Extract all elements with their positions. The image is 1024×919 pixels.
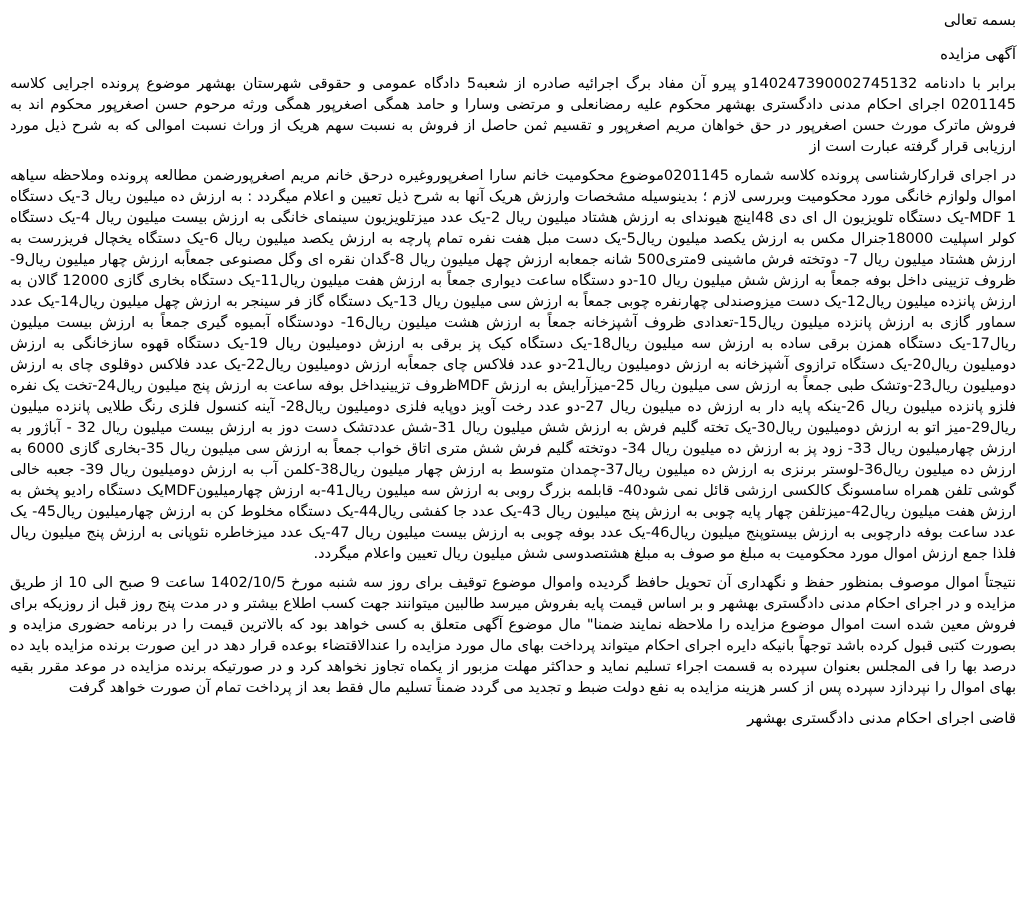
paragraph-judgment: برابر با دادنامه 140247390002745132و پیرو آن مفاد برگ اجرائیه صادره از شعبه5 دادگاه عمومی و حقوقی شهرستان بهشهر موضوع پرونده اجرایی کلاسه 0201145 اجرای احکام مدنی دادگستری بهشهر محکوم علیه رمضانعلی و مرتضی وسارا و حامد همگی اصغرپور همگی ورثه مرحوم حسن اصغرپور محکوم اند به فروش ماترک مورث حسن اصغرپور در حق خواهان مریم اصغرپور و تقسیم ثمن حاصل از فروش به نسبت سهم هریک از وراث نسبت اموالی که به شرح ذیل مورد ارزیابی قرار گرفته عبارت است از	[10, 75, 1016, 155]
notice-title: آگهی مزایده	[940, 45, 1016, 63]
signature-line: قاضی اجرای احکام مدنی دادگستری بهشهر	[747, 709, 1016, 727]
paragraph-auction-terms: نتیجتاً اموال موصوف بمنظور حفظ و نگهداری آن تحویل حافظ گردیده واموال موضوع توقیف برای روز سه شنبه مورخ 1402/10/5 ساعت 9 صبح الی 10 از طریق مزایده و در اجرای احکام مدنی دادگستری بهشهر و بر اساس قیمت پایه بفروش میرسد طالبین میتوانند جهت کسب اطلاع بیشتر و در مدت پنج روز قبل از روزیکه برای فروش معین شده است اموال موضوع مزایده را ملاحظه نمایند ضمنا" مال موضوع آگهی متعلق به کسی خواهد بود که بالاترین قیمت را در برنامه حضوری مزایده و بصورت کتبی قبول کرده باشد توجهاً بانیکه دایره اجرای احکام میتواند پرداخت بهای مال مورد مزایده را عندالاقتضاء بوعده قرار دهد در این صورت برنده مزایده باید ده درصد بها را فی المجلس بعنوان سپرده به قسمت اجراء تسلیم نماید و حداکثر مهلت مزبور از یکماه تجاوز نخواهد کرد و در صورتیکه برنده مزایده در موعد مقرر بقیه بهای اموال را نپردازد سپرده پس از کسر هزینه مزایده به نفع دولت ضبط و تجدید می گردد ضمناً تسلیم مال فقط بعد از پرداخت تمام آن صورت خواهد گرفت	[10, 574, 1016, 696]
paragraph-appraisal-list: در اجرای قرارکارشناسی پرونده کلاسه شماره 0201145موضوع محکومیت خانم سارا اصغرپوروغیره درحق خانم مریم اصغرپورضمن مطالعه پرونده وملاحظه سیاهه اموال ولوازم خانگی مورد محکومیت وبررسی لازم ؛ بدینوسیله مشخصات وارزش هریک آنها به شرح ذیل تعیین و اعلام میگردد : به ارزش ده میلیون ریال 3-یک دستگاه MDF 1-یک دستگاه تلویزیون ال ای دی 48اینچ هیوندای به ارزش هشتاد میلیون ریال 2-یک عدد میزتلویزیون سینمای خانگی به ارزش بیست میلیون ریال 4-یک دستگاه کولر اسپلیت 18000جنرال مکس به ارزش یکصد میلیون ریال5-یک دست مبل هفت نفره تمام پارچه به ارزش یکصد میلیون ریال 6-یک دستگاه یخچال فریزرست به ارزش هشتاد میلیون ریال 7- دوتخته فرش ماشینی 9متری500 شانه جمعابه ارزش چهل میلیون ریال 8-گدان نقره ای وگل مصنوعی جمعاًبه ارزش چهار میلیون ریال9-ظروف تزیینی داخل بوفه جمعاً به ارزش شش میلیون ریال 10-دو دستگاه ساعت دیواری جمعاً به ارزش هفت میلیون ریال11-یک دستگاه بخاری گازی 12000 گالان به ارزش پانزده میلیون ریال12-یک دست میزوصندلی چهارنفره چوبی جمعاً به ارزش سی میلیون ریال 13-یک دستگاه گاز فر سینجر به ارزش چهل میلیون ریال14-یک عدد سماور گازی به ارزش پانزده میلیون ریال15-تعدادی ظروف آشپزخانه جمعاً به ارزش هشت میلیون ریال16- دودستگاه آبمیوه گیری جمعاً به ارزش بیست میلیون ریال17-یک دستگاه همزن برقی ساده به ارزش سه میلیون ریال18-یک دستگاه کیک پز برقی به ارزش دومیلیون ریال 19-یک دستگاه قهوه سازخانگی به ارزش دومیلیون ریال20-یک دستگاه ترازوی آشپزخانه به ارزش دومیلیون ریال21-دو عدد فلاکس چای جمعاًبه ارزش دومیلیون ریال22-یک عدد فلاکس دوقلوی چای به ارزش دومیلیون ریال23-وتشک طبی جمعاً به ارزش سی میلیون ریال 25-میزآرایش به ارزش MDFظروف تزیینیداخل بوفه ساعت به ارزش پنج میلیون ریال24-تخت یک نفره فلزو پانزده میلیون ریال 26-ینکه پایه دار به ارزش ده میلیون ریال 27-دو عدد رخت آویز دوپایه فلزی دومیلیون ریال28- آینه کنسول فلزی رنگ طلایی پانزده میلیون ریال29-میز اتو به ارزش دومیلیون ریال30-یک تخته گلیم فرش به ارزش شش میلیون ریال 31-شش عددتشک دست دوز به ارزش بیست میلیون ریال 32 - آباژور به ارزش چهارمیلیون ریال 33- زود پز به ارزش ده میلیون ریال 34- دوتخته گلیم فرش شش متری اتاق خواب جمعاً به ارزش سی میلیون ریال 35-بخاری گازی 6000 به ارزش ده میلیون ریال36-لوستر برنزی به ارزش ده میلیون ریال37-چمدان متوسط به ارزش چهار میلیون ریال38-کلمن آب به ارزش دومیلیون ریال 39- جعبه خالی گوشی تلفن همراه سامسونگ کالکسی ارزشی قائل نمی شود40- قابلمه بزرگ روبی به ارزش سه میلیون ریال41-به ارزش چهارمیلیونMDFیک دستگاه رادیو پخش به ارزش هفت میلیون ریال42-میزتلفن چهار پایه چوبی به ارزش پنج میلیون ریال 43-یک عدد جا کفشی ریال44-یک دستگاه مخلوط کن به ارزش چهارمیلیون ریال45- یک عدد ساعت بوفه دارچوبی به ارزش بیستوپنج میلیون ریال46-یک عدد بوفه چوبی به ارزش بیست میلیون ریال 47-یک عدد میزخاطره نئوپانی به ارزش پنج میلیون ریال فلذا جمع ارزش اموال مورد محکومیت به مبلغ مو صوف به مبلغ هشتصدوسی شش میلیون ریال تعیین واعلام میگردد.	[10, 167, 1017, 562]
bismillah-heading: بسمه تعالی	[943, 11, 1016, 29]
